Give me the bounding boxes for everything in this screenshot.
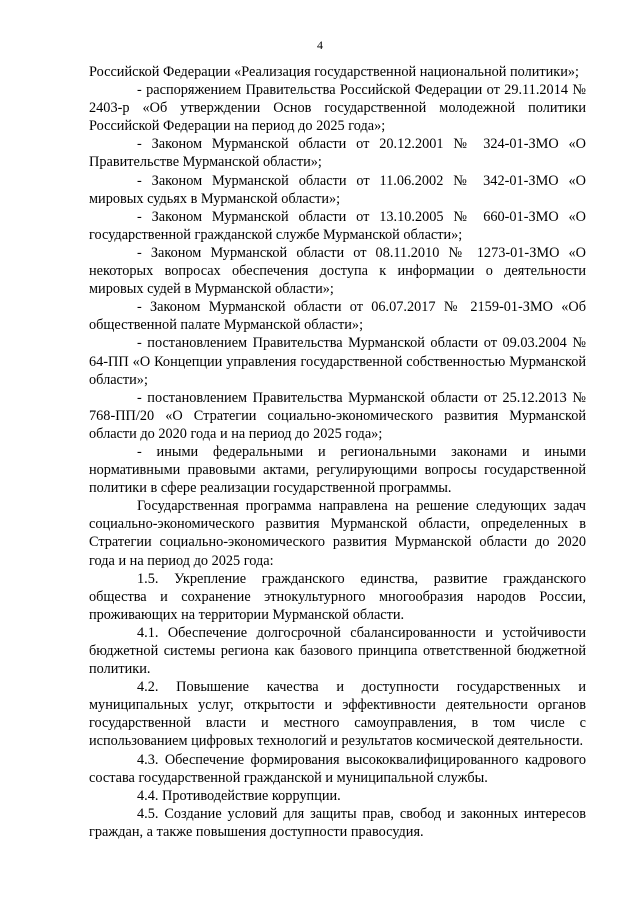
paragraph-3: - Законом Мурманской области от 20.12.2001 № 324-01-ЗМО «О Правительстве Мурманской области»;: [89, 136, 586, 171]
paragraph-2: - распоряжением Правительства Российской Федерации от 29.11.2014 № 2403-р «Об утверждении Основ государственной молодежной политики Российской Федерации на период до 2025 года»;: [89, 82, 586, 135]
paragraph-12: 1.5. Укрепление гражданского единства, развитие гражданского общества и сохранение этнокультурного многообразия народов России, проживающих на территории Мурманской области.: [89, 570, 586, 623]
paragraph-8: - постановлением Правительства Мурманской области от 09.03.2004 № 64-ПП «О Концепции управления государственной собственностью Мурманской области»;: [89, 335, 586, 388]
paragraph-10: - иными федеральными и региональными законами и иными нормативными правовыми актами, регулирующими вопросы государственной политики в сфере реализации государственной программы.: [89, 443, 586, 497]
paragraph-5: - Законом Мурманской области от 13.10.2005 № 660-01-ЗМО «О государственной гражданской службе Мурманской области»;: [89, 208, 586, 243]
paragraph-16: 4.4. Противодействие коррупции.: [137, 787, 341, 804]
paragraph-15: 4.3. Обеспечение формирования высококвалифицированного кадрового состава государственной гражданской и муниципальной службы.: [89, 751, 586, 786]
paragraph-6: - Законом Мурманской области от 08.11.2010 № 1273-01-ЗМО «О некоторых вопросах обеспечения доступа к информации о деятельности мировых судей в Мурманской области»;: [89, 244, 586, 298]
paragraph-1: Российской Федерации «Реализация государственной национальной политики»;: [89, 64, 579, 80]
paragraph-14: 4.2. Повышение качества и доступности государственных и муниципальных услуг, открытости и эффективности деятельности органов государственной власти и местного самоуправления, в том числе с использованием цифровых технологий и результатов космической деятельности.: [89, 679, 586, 750]
paragraph-17: 4.5. Создание условий для защиты прав, свобод и законных интересов граждан, а также повышения доступности правосудия.: [89, 805, 586, 840]
paragraph-9: - постановлением Правительства Мурманской области от 25.12.2013 № 768-ПП/20 «О Стратегии социально-экономического развития Мурманской области до 2020 года и на период до 2025 года»;: [89, 389, 586, 442]
paragraph-7: - Законом Мурманской области от 06.07.2017 № 2159-01-ЗМО «Об общественной палате Мурманской области»;: [89, 299, 586, 334]
document-body: [89, 63, 586, 841]
paragraph-11: Государственная программа направлена на решение следующих задач социально-экономического развития Мурманской области, определенных в Стратегии социально-экономического развития Мурманской области до 2020 года и на период до 2025 года:: [89, 498, 586, 569]
page-number: 4: [317, 38, 323, 52]
paragraph-13: 4.1. Обеспечение долгосрочной сбалансированности и устойчивости бюджетной системы региона как базового принципа ответственной бюджетной политики.: [89, 624, 586, 678]
paragraph-4: - Законом Мурманской области от 11.06.2002 № 342-01-ЗМО «О мировых судьях в Мурманской области»;: [89, 172, 586, 207]
